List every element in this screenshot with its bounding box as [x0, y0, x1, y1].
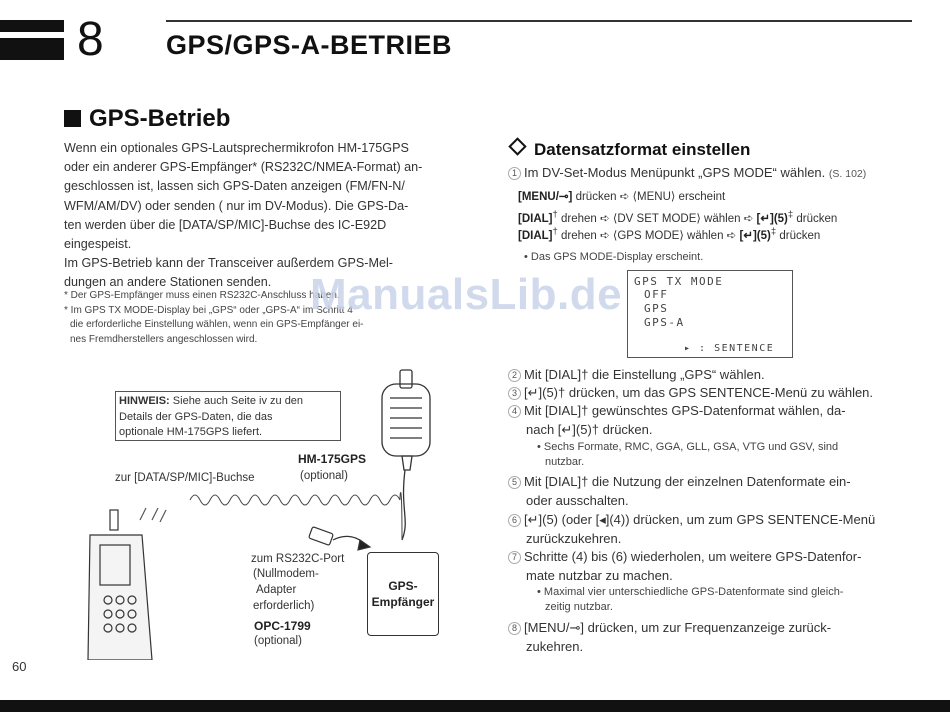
chapter-number: 8: [77, 13, 104, 66]
instruction-line: [518, 223, 820, 245]
step-text: Im DV-Set-Modus Menüpunkt „GPS MODE“ wählen.: [524, 165, 826, 180]
step-text: Mit [DIAL]† die Nutzung der einzelnen Datenformate ein-: [524, 474, 851, 489]
footnote-line: nes Fremdherstellers angeschlossen wird.: [70, 333, 258, 345]
double-dagger: ‡: [770, 226, 777, 237]
section-heading: [64, 105, 230, 133]
step-3: [508, 384, 914, 403]
hint-label: HINWEIS:: [119, 395, 170, 407]
key-icon: ⊸: [558, 191, 569, 203]
step-number: 7: [508, 551, 521, 564]
body-line: geschlossen ist, lassen sich GPS-Daten anzeigen (FM/FN-N/: [64, 179, 405, 194]
port-label-line: zum RS232C-Port: [251, 553, 345, 565]
instr-text: drücken: [776, 229, 821, 242]
hint-text: optionale HM-175GPS liefert.: [119, 426, 263, 438]
hint-text: Details der GPS-Daten, die das: [119, 410, 273, 423]
display-note: • Das GPS MODE-Display erscheint.: [524, 251, 704, 263]
mic-optional: (optional): [300, 470, 348, 482]
plug-lines: [140, 508, 166, 522]
body-line: WFM/AM/DV) oder senden ( nur im DV-Modus). Die GPS-Da-: [64, 198, 409, 213]
instr-text: ⟨MENU⟩ erscheint: [629, 191, 726, 203]
port-label-line: (Nullmodem-: [253, 568, 319, 580]
step-text: oder ausschalten.: [526, 492, 629, 508]
body-line: dungen an andere Stationen senden.: [64, 275, 272, 290]
diamond-icon: [508, 137, 526, 155]
lcd-option: OFF: [644, 288, 669, 301]
watermark: ManualsLib.de: [310, 270, 623, 319]
jack-label: zur [DATA/SP/MIC]-Buchse: [115, 472, 255, 484]
cable-optional: (optional): [254, 635, 302, 647]
step-text: zukehren.: [526, 638, 584, 654]
enter-key: [↵](5): [753, 212, 788, 225]
page-number: 60: [12, 659, 27, 674]
step-number: 3: [508, 387, 521, 400]
body-line: eingespeist.: [64, 237, 132, 252]
gps-receiver-box: [367, 552, 439, 636]
step-text: mate nutzbar zu machen.: [526, 567, 673, 583]
arrow-icon: ➪: [619, 191, 630, 203]
chapter-bar-bottom: [0, 38, 64, 60]
receiver-label: Empfänger: [371, 595, 435, 609]
step-text: Mit [DIAL]† die Einstellung „GPS“ wählen.: [524, 367, 765, 382]
bottom-bar: [0, 700, 950, 712]
note-text: • Sechs Formate, RMC, GGA, GLL, GSA, VTG und GSV, sind: [537, 441, 839, 453]
dial-key: [DIAL]: [518, 229, 553, 242]
instr-text: drehen: [557, 212, 601, 225]
chapter-bar-top: [0, 20, 64, 32]
footnote-line: * Im GPS TX MODE-Display bei „GPS“ oder „GPS-A“ im Schritt 4: [64, 304, 353, 316]
body-line: Im GPS-Betrieb kann der Transceiver außerdem GPS-Mel-: [64, 256, 393, 271]
double-dagger: ‡: [787, 209, 794, 220]
lcd-display: [627, 270, 793, 358]
menu-key: [MENU/: [518, 191, 559, 203]
hint-text: Siehe auch Seite iv zu den: [169, 395, 304, 407]
menu-key-close: ]: [568, 191, 573, 203]
step-number: 6: [508, 514, 521, 527]
step-text: [↵](5) (oder [◂](4)) drücken, um zum GPS SENTENCE-Menü: [524, 512, 876, 527]
step-8: [508, 619, 914, 656]
instr-text: ⟨GPS MODE⟩ wählen: [609, 229, 727, 242]
step-1: [508, 164, 914, 184]
instruction-line: [518, 189, 725, 206]
transceiver-drawing: [88, 510, 152, 660]
coiled-cable: [190, 492, 402, 540]
step-6: [508, 511, 914, 548]
arrow-icon: ➪: [600, 212, 610, 225]
body-line: Wenn ein optionales GPS-Lautsprechermikrofon HM-175GPS: [64, 141, 409, 155]
step-number: 1: [508, 167, 521, 180]
instr-text: drücken: [572, 191, 620, 203]
step-text: [↵](5)† drücken, um das GPS SENTENCE-Menü zu wählen.: [524, 385, 874, 400]
step-note: [537, 440, 915, 470]
instr-text: drücken: [793, 212, 838, 225]
step-number: 2: [508, 369, 521, 382]
step-5: [508, 473, 914, 510]
subsection-title: Datensatzformat einstellen: [534, 140, 751, 159]
step-number: 4: [508, 405, 521, 418]
arrow-icon: ➪: [726, 229, 737, 242]
instr-text: ⟨DV SET MODE⟩ wählen: [609, 212, 744, 225]
dagger: †: [552, 226, 558, 237]
step-2: [508, 366, 914, 385]
footnote-line: * Der GPS-Empfänger muss einen RS232C-Anschluss haben.: [64, 290, 340, 301]
step-number: 8: [508, 622, 521, 635]
cable-name: OPC-1799: [254, 619, 311, 633]
step-7: [508, 548, 914, 585]
subsection-heading: [508, 140, 750, 160]
chapter-title: GPS/GPS-A-BETRIEB: [166, 30, 453, 60]
mic-name: HM-175GPS: [298, 452, 367, 466]
body-line: oder ein anderer GPS-Empfänger* (RS232C/NMEA-Format) an-: [64, 160, 423, 175]
instr-text: drehen: [557, 229, 601, 242]
arrow-icon: ➪: [600, 229, 610, 242]
chapter-rule: [166, 20, 912, 22]
lcd-title: GPS TX MODE: [634, 275, 724, 288]
adapter-drawing: [309, 527, 370, 550]
speaker-mic-drawing: [382, 370, 430, 540]
dagger: †: [552, 209, 558, 220]
body-line: ten werden über die [DATA/SP/MIC]-Buchse des IC-E92D: [64, 217, 387, 232]
arrow-icon: ➪: [743, 212, 754, 225]
page-reference: (S. 102): [828, 168, 867, 180]
dial-key: [DIAL]: [518, 212, 553, 225]
step-note: [537, 585, 915, 615]
port-label-line: erforderlich): [253, 600, 315, 612]
lcd-option: GPS-A: [644, 316, 685, 329]
step-text: nach [↵](5)† drücken.: [526, 421, 653, 437]
enter-key: [↵](5): [736, 229, 771, 242]
note-text: nutzbar.: [545, 456, 585, 468]
note-text: • Maximal vier unterschiedliche GPS-Datenformate sind gleich-: [537, 586, 844, 598]
step-text: zurückzukehren.: [526, 530, 622, 546]
lcd-footer: ▸ : SENTENCE: [684, 343, 775, 354]
step-text: [MENU/⊸] drücken, um zur Frequenzanzeige zurück-: [524, 620, 832, 635]
step-number: 5: [508, 476, 521, 489]
footnote-line: die erforderliche Einstellung wählen, wenn ein GPS-Empfänger ei-: [70, 319, 364, 330]
receiver-label: GPS-: [388, 579, 418, 593]
note-text: zeitig nutzbar.: [545, 601, 613, 613]
step-4: [508, 402, 914, 439]
port-label-line: Adapter: [256, 584, 297, 596]
square-bullet-icon: [64, 110, 81, 127]
step-text: Mit [DIAL]† gewünschtes GPS-Datenformat wählen, da-: [524, 403, 846, 418]
lcd-option: GPS: [644, 302, 669, 315]
step-text: Schritte (4) bis (6) wiederholen, um weitere GPS-Datenfor-: [524, 549, 862, 564]
section-title: GPS-Betrieb: [89, 105, 231, 132]
